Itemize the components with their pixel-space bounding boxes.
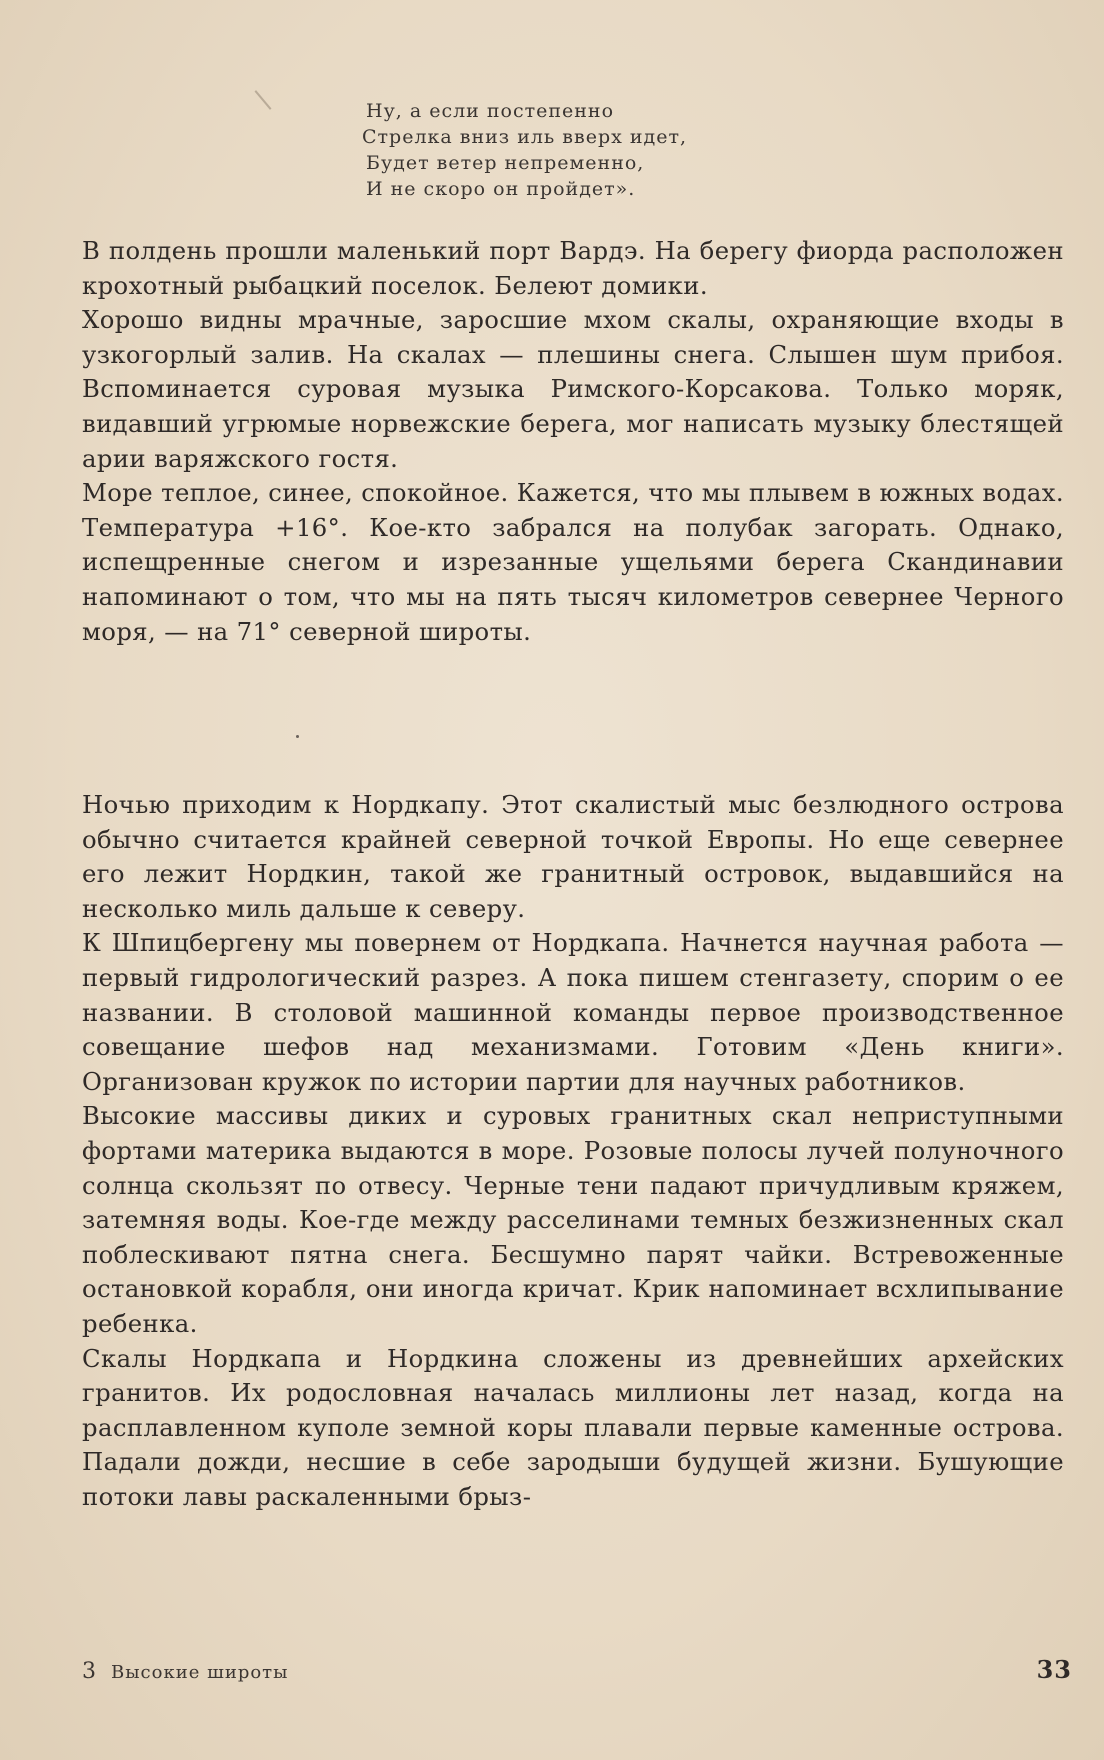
poem-line: Ну, а если постепенно [366, 100, 615, 122]
poem-line: Стрелка вниз иль вверх идет, [362, 126, 688, 148]
paragraph: Скалы Нордкапа и Нордкина сложены из древнейших архейских гранитов. Их родословная началась миллионы лет назад, когда на расплавленном куполе земной коры плавали первые каменные острова. Падали дожди, несшие в себе зародыши будущей жизни. Бушующие потоки лавы раскаленными брыз- [82, 1343, 1064, 1511]
signature-number: 3 [82, 1659, 97, 1684]
page-footer [82, 1655, 1072, 1687]
paragraph: В полдень прошли маленький порт Вардэ. На берегу фиорда расположен крохотный рыбацкий поселок. Белеют домики. [82, 236, 1064, 300]
poem-line: И не скоро он пройдет». [366, 178, 636, 200]
paragraph: Хорошо видны мрачные, заросшие мхом скалы, охраняющие входы в узкогорлый залив. На скалах — плешины снега. Слышен шум прибоя. Вспоминается суровая музыка Римского-Корсакова. Только моряк, видавший угрюмые норвежские берега, мог написать музыку блестящей арии варяжского гостя. [82, 305, 1064, 473]
page-mark [255, 90, 272, 110]
paragraph: Море теплое, синее, спокойное. Кажется, что мы плывем в южных водах. Температура +16°. Кое-кто забрался на полубак загорать. Однако, испещренные снегом и изрезанные ущельями берега Скандинавии напоминают о том, что мы на пять тысяч километров севернее Черного моря, — на 71° северной широты. [82, 478, 1064, 646]
paragraph: Ночью приходим к Нордкапу. Этот скалистый мыс безлюдного острова обычно считается крайней северной точкой Европы. Но еще севернее его лежит Нордкин, такой же гранитный островок, выдавшийся на несколько миль дальше к северу. [82, 790, 1064, 923]
poem-line: Будет ветер непременно, [366, 152, 645, 174]
signature-mark [82, 1659, 288, 1684]
paragraph: К Шпицбергену мы повернем от Нордкапа. Начнется научная работа — первый гидрологический разрез. А пока пишем стенгазету, спорим о ее названии. В столовой машинной команды первое производственное совещание шефов над механизмами. Готовим «День книги». Организован кружок по истории партии для научных работников. [82, 928, 1064, 1096]
section-separator [296, 735, 299, 738]
section-vardo [82, 234, 1064, 649]
page-number: 33 [1036, 1655, 1072, 1684]
signature-title: Высокие широты [111, 1662, 289, 1683]
section-nordkap [82, 788, 1064, 1514]
paragraph: Высокие массивы диких и суровых гранитных скал неприступными фортами материка выдаются в море. Розовые полосы лучей полуночного солнца скользят по отвесу. Черные тени падают причудливым кряжем, затемняя воды. Кое-где между расселинами темных безжизненных скал поблескивают пятна снега. Бесшумно парят чайки. Встревоженные остановкой корабля, они иногда кричат. Крик напоминает всхлипывание ребенка. [82, 1101, 1064, 1338]
poem-stanza [362, 98, 826, 202]
